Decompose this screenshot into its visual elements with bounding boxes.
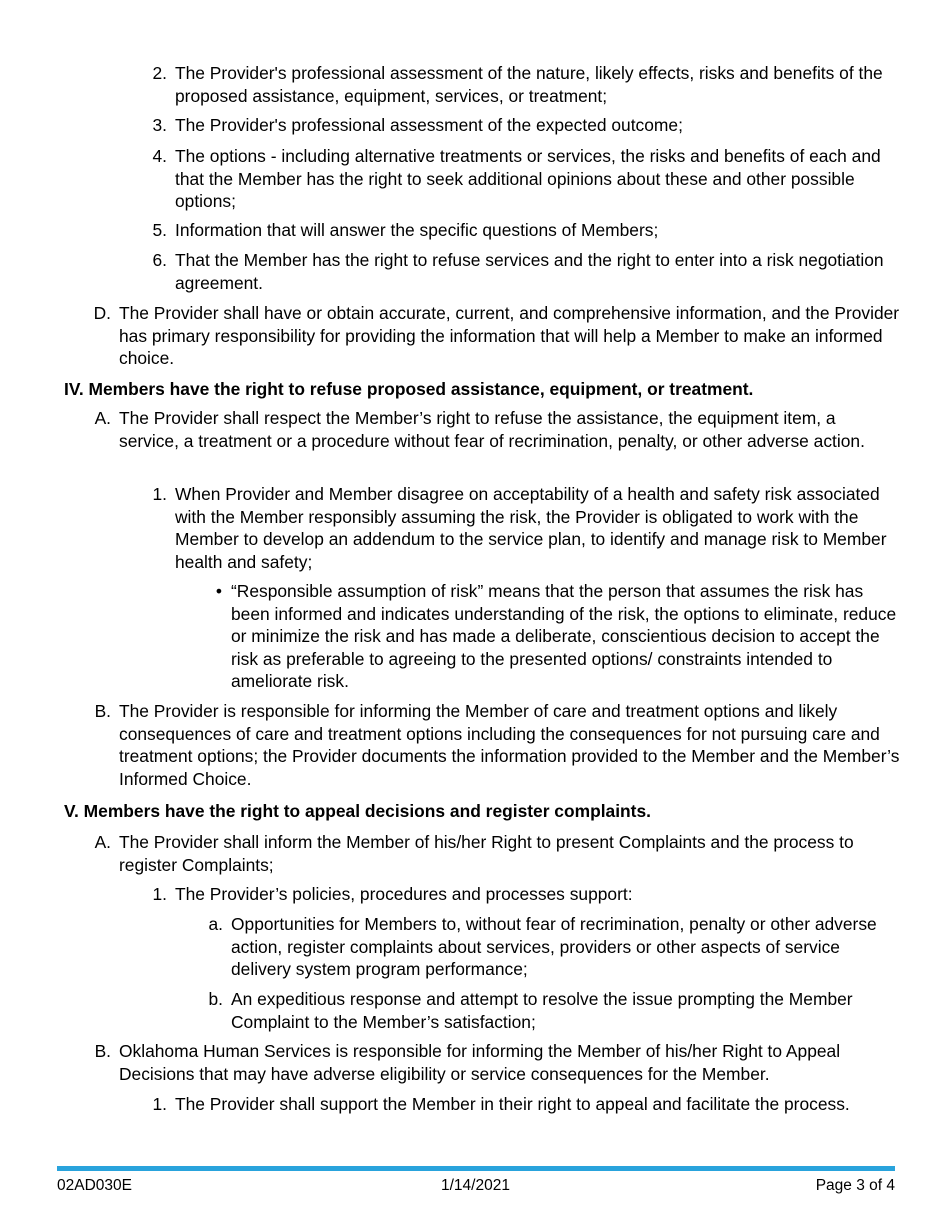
item-number: 5. [152,220,167,240]
item-letter: A. [94,408,111,428]
item-text: The Provider shall respect the Member’s right to refuse the assistance, the equipment item, a service, a treatment or a procedure without fear of recrimination, penalty, or other adverse action. [119,408,865,451]
item-number: 1. [152,484,167,504]
section-heading-v: V. Members have the right to appeal decisions and register complaints. [64,801,651,821]
list-item-v-b [84,1040,900,1085]
list-item [140,219,900,242]
list-item-v-b-1 [140,1093,900,1116]
item-text: “Responsible assumption of risk” means that the person that assumes the risk has been informed and indicates understanding of the risk, the options to eliminate, reduce or minimize the risk and has made a deliberate, conscientious decision to accept the risk as preferable to agreeing to the presented options/ constraints intended to ameliorate risk. [231,581,897,691]
list-item [140,62,900,107]
bullet-icon: • [215,581,222,601]
item-number: 1. [152,1094,167,1114]
item-text: The Provider shall inform the Member of his/her Right to present Complaints and the process to register Complaints; [119,832,854,875]
list-item [140,145,900,213]
item-number: 3. [152,115,167,135]
list-item-v-a-1-b [196,988,900,1033]
item-number: 6. [152,250,167,270]
item-text: The options - including alternative treatments or services, the risks and benefits of each and that the Member has the right to seek additional opinions about these and other possible options; [175,146,881,211]
item-text: When Provider and Member disagree on acceptability of a health and safety risk associated with the Member responsibly assuming the risk, the Provider is obligated to work with the Member to develop an addendum to the service plan, to identify and manage risk to Member health and safety; [175,484,887,572]
list-item [140,114,900,137]
footer-page-number: Page 3 of 4 [815,1177,895,1194]
list-item-v-a [84,831,900,876]
item-letter: B. [94,701,111,721]
item-text: The Provider is responsible for informing the Member of care and treatment options and likely consequences of care and treatment options including the consequences for not pursuing care and treatment options; the Provider documents the information provided to the Member and the Member’s Informed Choice. [119,701,900,789]
item-number: 2. [152,63,167,83]
item-letter: B. [94,1041,111,1061]
item-letter: D. [93,303,111,323]
list-item-D [84,302,900,370]
bullet-item [210,580,900,693]
list-item-iv-a-1 [140,483,900,573]
item-number: 4. [152,146,167,166]
item-letter: b. [208,989,223,1009]
item-text: That the Member has the right to refuse services and the right to enter into a risk negotiation agreement. [175,250,884,293]
item-text: The Provider shall support the Member in their right to appeal and facilitate the process. [175,1094,850,1114]
footer-rule [57,1166,895,1171]
item-text: The Provider’s policies, procedures and processes support: [175,884,633,904]
list-item-iv-a [84,407,900,452]
item-text: The Provider shall have or obtain accurate, current, and comprehensive information, and the Provider has primary responsibility for providing the information that will help a Member to make an informed choice. [119,303,900,368]
item-text: Oklahoma Human Services is responsible for informing the Member of his/her Right to Appeal Decisions that may have adverse eligibility or service consequences for the Member. [119,1041,841,1084]
item-letter: a. [208,914,223,934]
item-text: Opportunities for Members to, without fear of recrimination, penalty or other adverse action, register complaints about services, providers or other aspects of service delivery system program performance; [231,914,877,979]
section-heading-iv: IV. Members have the right to refuse proposed assistance, equipment, or treatment. [64,379,754,399]
item-text: Information that will answer the specific questions of Members; [175,220,659,240]
list-item [140,249,900,294]
item-text: The Provider's professional assessment of the expected outcome; [175,115,683,135]
item-text: An expeditious response and attempt to resolve the issue prompting the Member Complaint to the Member’s satisfaction; [231,989,853,1032]
list-item-v-a-1-a [196,913,900,981]
footer-doc-id: 02AD030E [57,1177,132,1194]
item-number: 1. [152,884,167,904]
item-text: The Provider's professional assessment of the nature, likely effects, risks and benefits of the proposed assistance, equipment, services, or treatment; [175,63,883,106]
list-item-iv-b [84,700,900,790]
list-item-v-a-1 [140,883,900,906]
footer-date: 1/14/2021 [441,1177,510,1194]
item-letter: A. [94,832,111,852]
